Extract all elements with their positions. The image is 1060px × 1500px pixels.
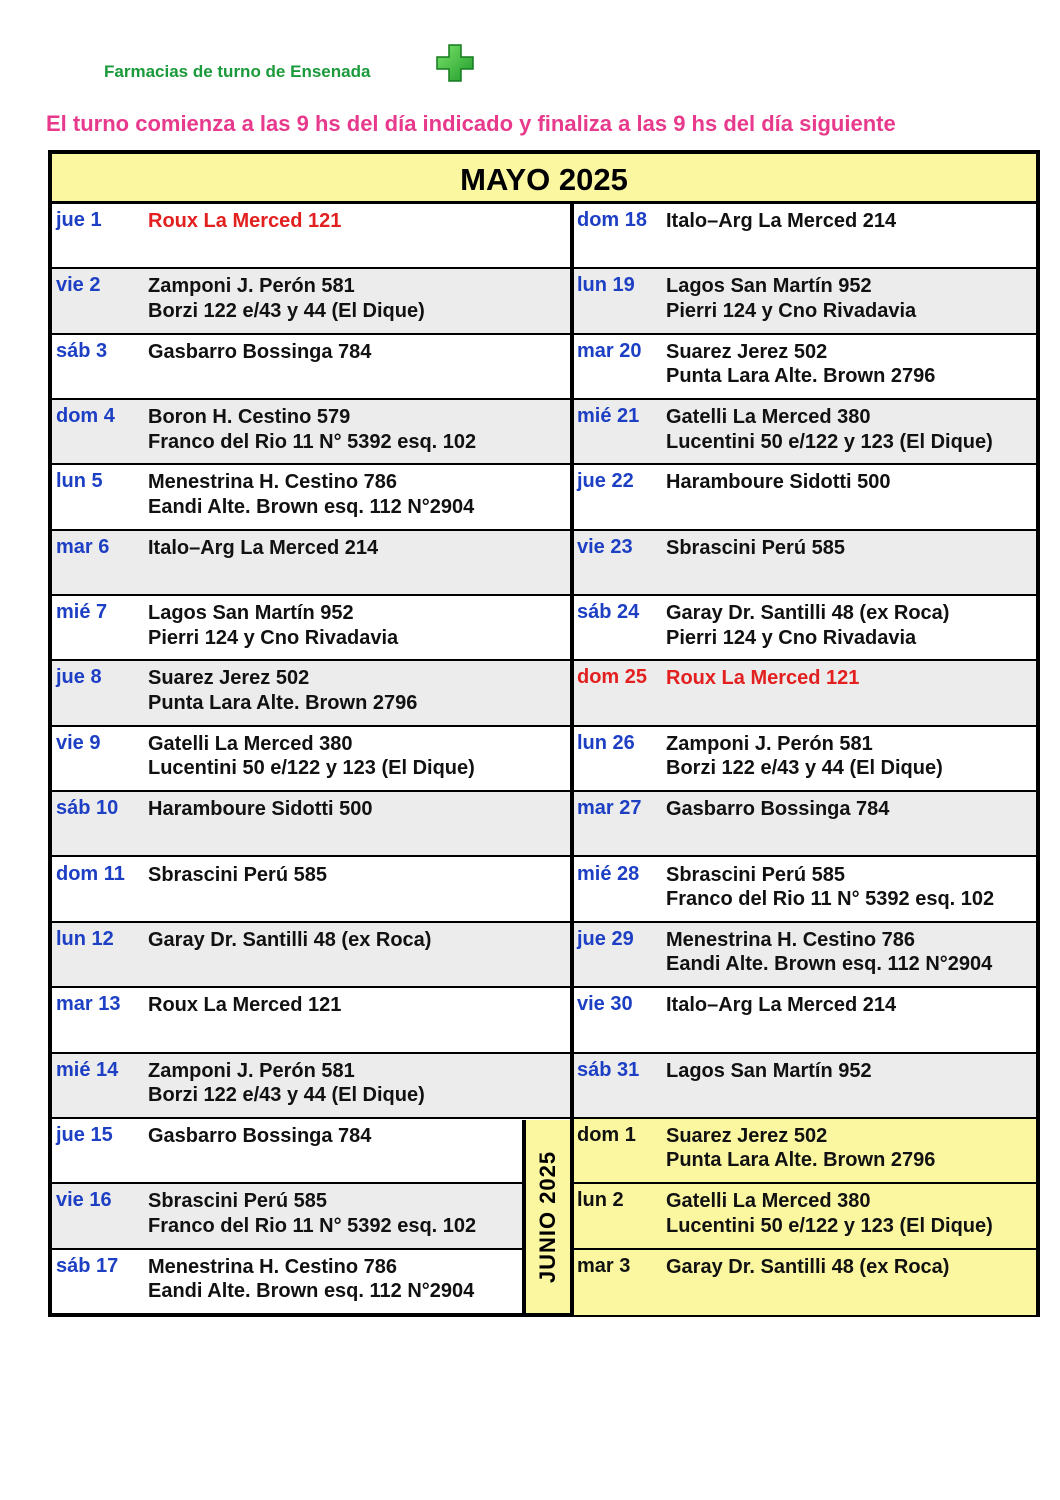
left-day-row [52,1054,570,1119]
schedule-notice: El turno comienza a las 9 hs del día indicado y finaliza a las 9 hs del día siguiente [46,111,896,136]
pharmacy-entry: Sbrascini Perú 585 [666,536,845,559]
pharmacy-entry: Suarez Jerez 502 [666,340,828,363]
right-day-row [574,335,1036,400]
day-label: vie 16 [56,1189,112,1212]
pharmacy-calendar [48,150,1040,1317]
left-day-row [52,661,570,726]
left-day-row [52,727,570,792]
pharmacy-entry: Borzi 122 e/43 y 44 (El Dique) [666,757,943,780]
pharmacy-entry: Zamponi J. Perón 581 [666,732,873,755]
day-label: sáb 24 [577,601,640,624]
pharmacy-list [148,274,425,323]
pharmacy-entry: Gasbarro Bossinga 784 [148,1124,372,1147]
day-label: lun 5 [56,470,103,493]
day-label: jue 15 [56,1123,113,1146]
left-day-row [52,923,570,988]
right-day-row [574,661,1036,726]
pharmacy-list [666,1124,935,1173]
pharmacy-list [666,863,994,912]
pharmacy-list [148,666,417,715]
day-label: mar 27 [577,797,642,820]
brand-title: Farmacias de turno de Ensenada [104,62,371,81]
left-day-row [52,204,570,269]
pharmacy-entry: Menestrina H. Cestino 786 [666,928,915,951]
day-label: mar 20 [577,339,642,362]
pharmacy-entry: Sbrascini Perú 585 [148,1190,327,1213]
pharmacy-entry: Gasbarro Bossinga 784 [666,798,890,821]
pharmacy-list [148,1255,474,1304]
pharmacy-list [666,1189,993,1238]
day-label: mié 14 [56,1058,119,1081]
day-label: lun 12 [56,927,114,950]
pharmacy-entry: Garay Dr. Santilli 48 (ex Roca) [666,602,950,625]
left-day-row [52,335,570,400]
day-label: jue 29 [577,927,634,950]
left-day-row [52,792,570,857]
pharmacy-list [666,536,845,561]
pharmacy-list [666,209,896,234]
left-day-row [52,400,570,465]
pharmacy-list [666,666,859,691]
pharmacy-entry: Punta Lara Alte. Brown 2796 [666,365,936,388]
day-label: dom 1 [577,1123,636,1146]
pharmacy-entry: Pierri 124 y Cno Rivadavia [666,299,917,322]
day-label: dom 18 [577,209,648,231]
pharmacy-list [148,1124,371,1149]
pharmacy-list [148,536,378,561]
pharmacy-entry: Roux La Merced 121 [148,210,342,232]
right-day-row [574,1184,1036,1249]
left-day-row [52,1119,522,1184]
pharmacy-entry: Pierri 124 y Cno Rivadavia [666,626,917,649]
day-label: dom 25 [577,666,648,689]
pharmacy-entry: Gatelli La Merced 380 [666,1190,871,1213]
pharmacy-list [666,1255,949,1280]
right-day-row [574,792,1036,857]
pharmacy-entry: Sbrascini Perú 585 [148,863,327,886]
day-label: sáb 3 [56,339,108,362]
pharmacy-list [666,274,916,323]
pharmacy-entry: Punta Lara Alte. Brown 2796 [666,1149,936,1172]
pharmacy-entry: Lucentini 50 e/122 y 123 (El Dique) [666,1214,993,1237]
right-day-row [574,596,1036,661]
pharmacy-list [666,470,891,495]
day-label: sáb 10 [56,797,119,820]
pharmacy-list [148,470,474,519]
pharmacy-cross-icon [434,42,476,84]
left-day-row [52,1184,522,1249]
pharmacy-list [666,928,992,977]
day-label: vie 9 [56,731,101,754]
day-label: jue 22 [577,470,634,493]
pharmacy-entry: Menestrina H. Cestino 786 [148,471,397,494]
pharmacy-list [148,863,327,888]
pharmacy-entry: Zamponi J. Perón 581 [148,275,355,298]
pharmacy-list [666,340,935,389]
pharmacy-entry: Haramboure Sidotti 500 [666,471,891,494]
pharmacy-entry: Garay Dr. Santilli 48 (ex Roca) [148,928,432,951]
pharmacy-entry: Boron H. Cestino 579 [148,406,351,429]
pharmacy-entry: Borzi 122 e/43 y 44 (El Dique) [148,299,425,322]
pharmacy-list [666,1059,872,1084]
right-day-row [574,727,1036,792]
right-day-row [574,400,1036,465]
day-label: mar 6 [56,535,110,558]
left-day-row [52,465,570,530]
right-day-row [574,531,1036,596]
day-label: dom 11 [56,862,125,885]
right-day-row [574,269,1036,334]
right-day-row [574,923,1036,988]
pharmacy-entry: Punta Lara Alte. Brown 2796 [148,691,418,714]
pharmacy-entry: Eandi Alte. Brown esq. 112 N°2904 [148,495,475,518]
pharmacy-list [148,405,476,454]
junio-label-column [522,1120,570,1313]
day-label: sáb 31 [577,1058,640,1081]
pharmacy-entry: Gatelli La Merced 380 [666,406,871,429]
pharmacy-entry: Haramboure Sidotti 500 [148,798,373,821]
pharmacy-list [666,601,949,650]
right-day-row [574,1119,1036,1184]
right-day-row [574,988,1036,1053]
day-label: mar 13 [56,993,121,1016]
pharmacy-list [148,1189,476,1238]
day-label: jue 1 [56,209,102,231]
pharmacy-list [666,732,943,781]
pharmacy-entry: Franco del Rio 11 N° 5392 esq. 102 [148,430,477,453]
pharmacy-list [148,993,341,1018]
pharmacy-entry: Sbrascini Perú 585 [666,863,845,886]
day-label: mar 3 [577,1254,631,1277]
pharmacy-entry: Garay Dr. Santilli 48 (ex Roca) [666,1255,950,1278]
day-label: vie 2 [56,274,101,297]
right-day-row [574,858,1036,923]
pharmacy-entry: Eandi Alte. Brown esq. 112 N°2904 [148,1280,475,1303]
right-day-row [574,465,1036,530]
right-day-row [574,1250,1036,1315]
left-day-row [52,531,570,596]
pharmacy-entry: Roux La Merced 121 [148,994,342,1017]
pharmacy-list [148,928,431,953]
pharmacy-list [148,797,373,822]
right-day-row [574,1054,1036,1119]
pharmacy-entry: Italo–Arg La Merced 214 [148,536,379,559]
junio-label: JUNIO 2025 [535,1150,560,1283]
month-title: MAYO 2025 [52,154,1036,204]
pharmacy-list [148,1059,425,1108]
left-day-row [52,596,570,661]
day-label: mié 28 [577,862,640,885]
day-label: mié 7 [56,601,108,624]
day-label: mié 21 [577,405,640,428]
pharmacy-entry: Gasbarro Bossinga 784 [148,340,372,363]
pharmacy-list [148,209,341,234]
column-divider [570,204,574,1313]
pharmacy-list [666,405,993,454]
pharmacy-entry: Italo–Arg La Merced 214 [666,994,897,1017]
pharmacy-entry: Franco del Rio 11 N° 5392 esq. 102 [148,1214,477,1237]
pharmacy-entry: Lucentini 50 e/122 y 123 (El Dique) [148,757,475,780]
left-day-row [52,858,570,923]
pharmacy-entry: Lagos San Martín 952 [148,602,354,625]
left-day-row [52,988,570,1053]
day-label: lun 19 [577,274,635,297]
pharmacy-entry: Suarez Jerez 502 [666,1124,828,1147]
day-label: jue 8 [56,666,102,689]
day-label: lun 2 [577,1189,624,1212]
pharmacy-list [148,340,371,365]
day-label: vie 30 [577,993,633,1016]
pharmacy-entry: Italo–Arg La Merced 214 [666,210,897,232]
left-day-row [52,269,570,334]
pharmacy-entry: Franco del Rio 11 N° 5392 esq. 102 [666,888,995,910]
pharmacy-entry: Zamponi J. Perón 581 [148,1059,355,1082]
pharmacy-list [666,993,896,1018]
left-day-row [52,1250,522,1315]
right-day-row [574,204,1036,269]
pharmacy-entry: Pierri 124 y Cno Rivadavia [148,626,399,649]
pharmacy-entry: Lagos San Martín 952 [666,1059,872,1082]
day-label: sáb 17 [56,1254,119,1277]
day-label: dom 4 [56,405,115,428]
pharmacy-entry: Borzi 122 e/43 y 44 (El Dique) [148,1084,425,1107]
pharmacy-list [148,732,475,781]
pharmacy-entry: Lagos San Martín 952 [666,275,872,298]
pharmacy-list [148,601,398,650]
pharmacy-entry: Menestrina H. Cestino 786 [148,1255,397,1278]
day-label: vie 23 [577,535,633,558]
pharmacy-list [666,797,889,822]
pharmacy-entry: Lucentini 50 e/122 y 123 (El Dique) [666,430,993,453]
pharmacy-entry: Gatelli La Merced 380 [148,732,353,755]
day-label: lun 26 [577,731,635,754]
pharmacy-entry: Suarez Jerez 502 [148,667,310,690]
pharmacy-entry: Roux La Merced 121 [666,667,860,690]
pharmacy-entry: Eandi Alte. Brown esq. 112 N°2904 [666,953,993,976]
